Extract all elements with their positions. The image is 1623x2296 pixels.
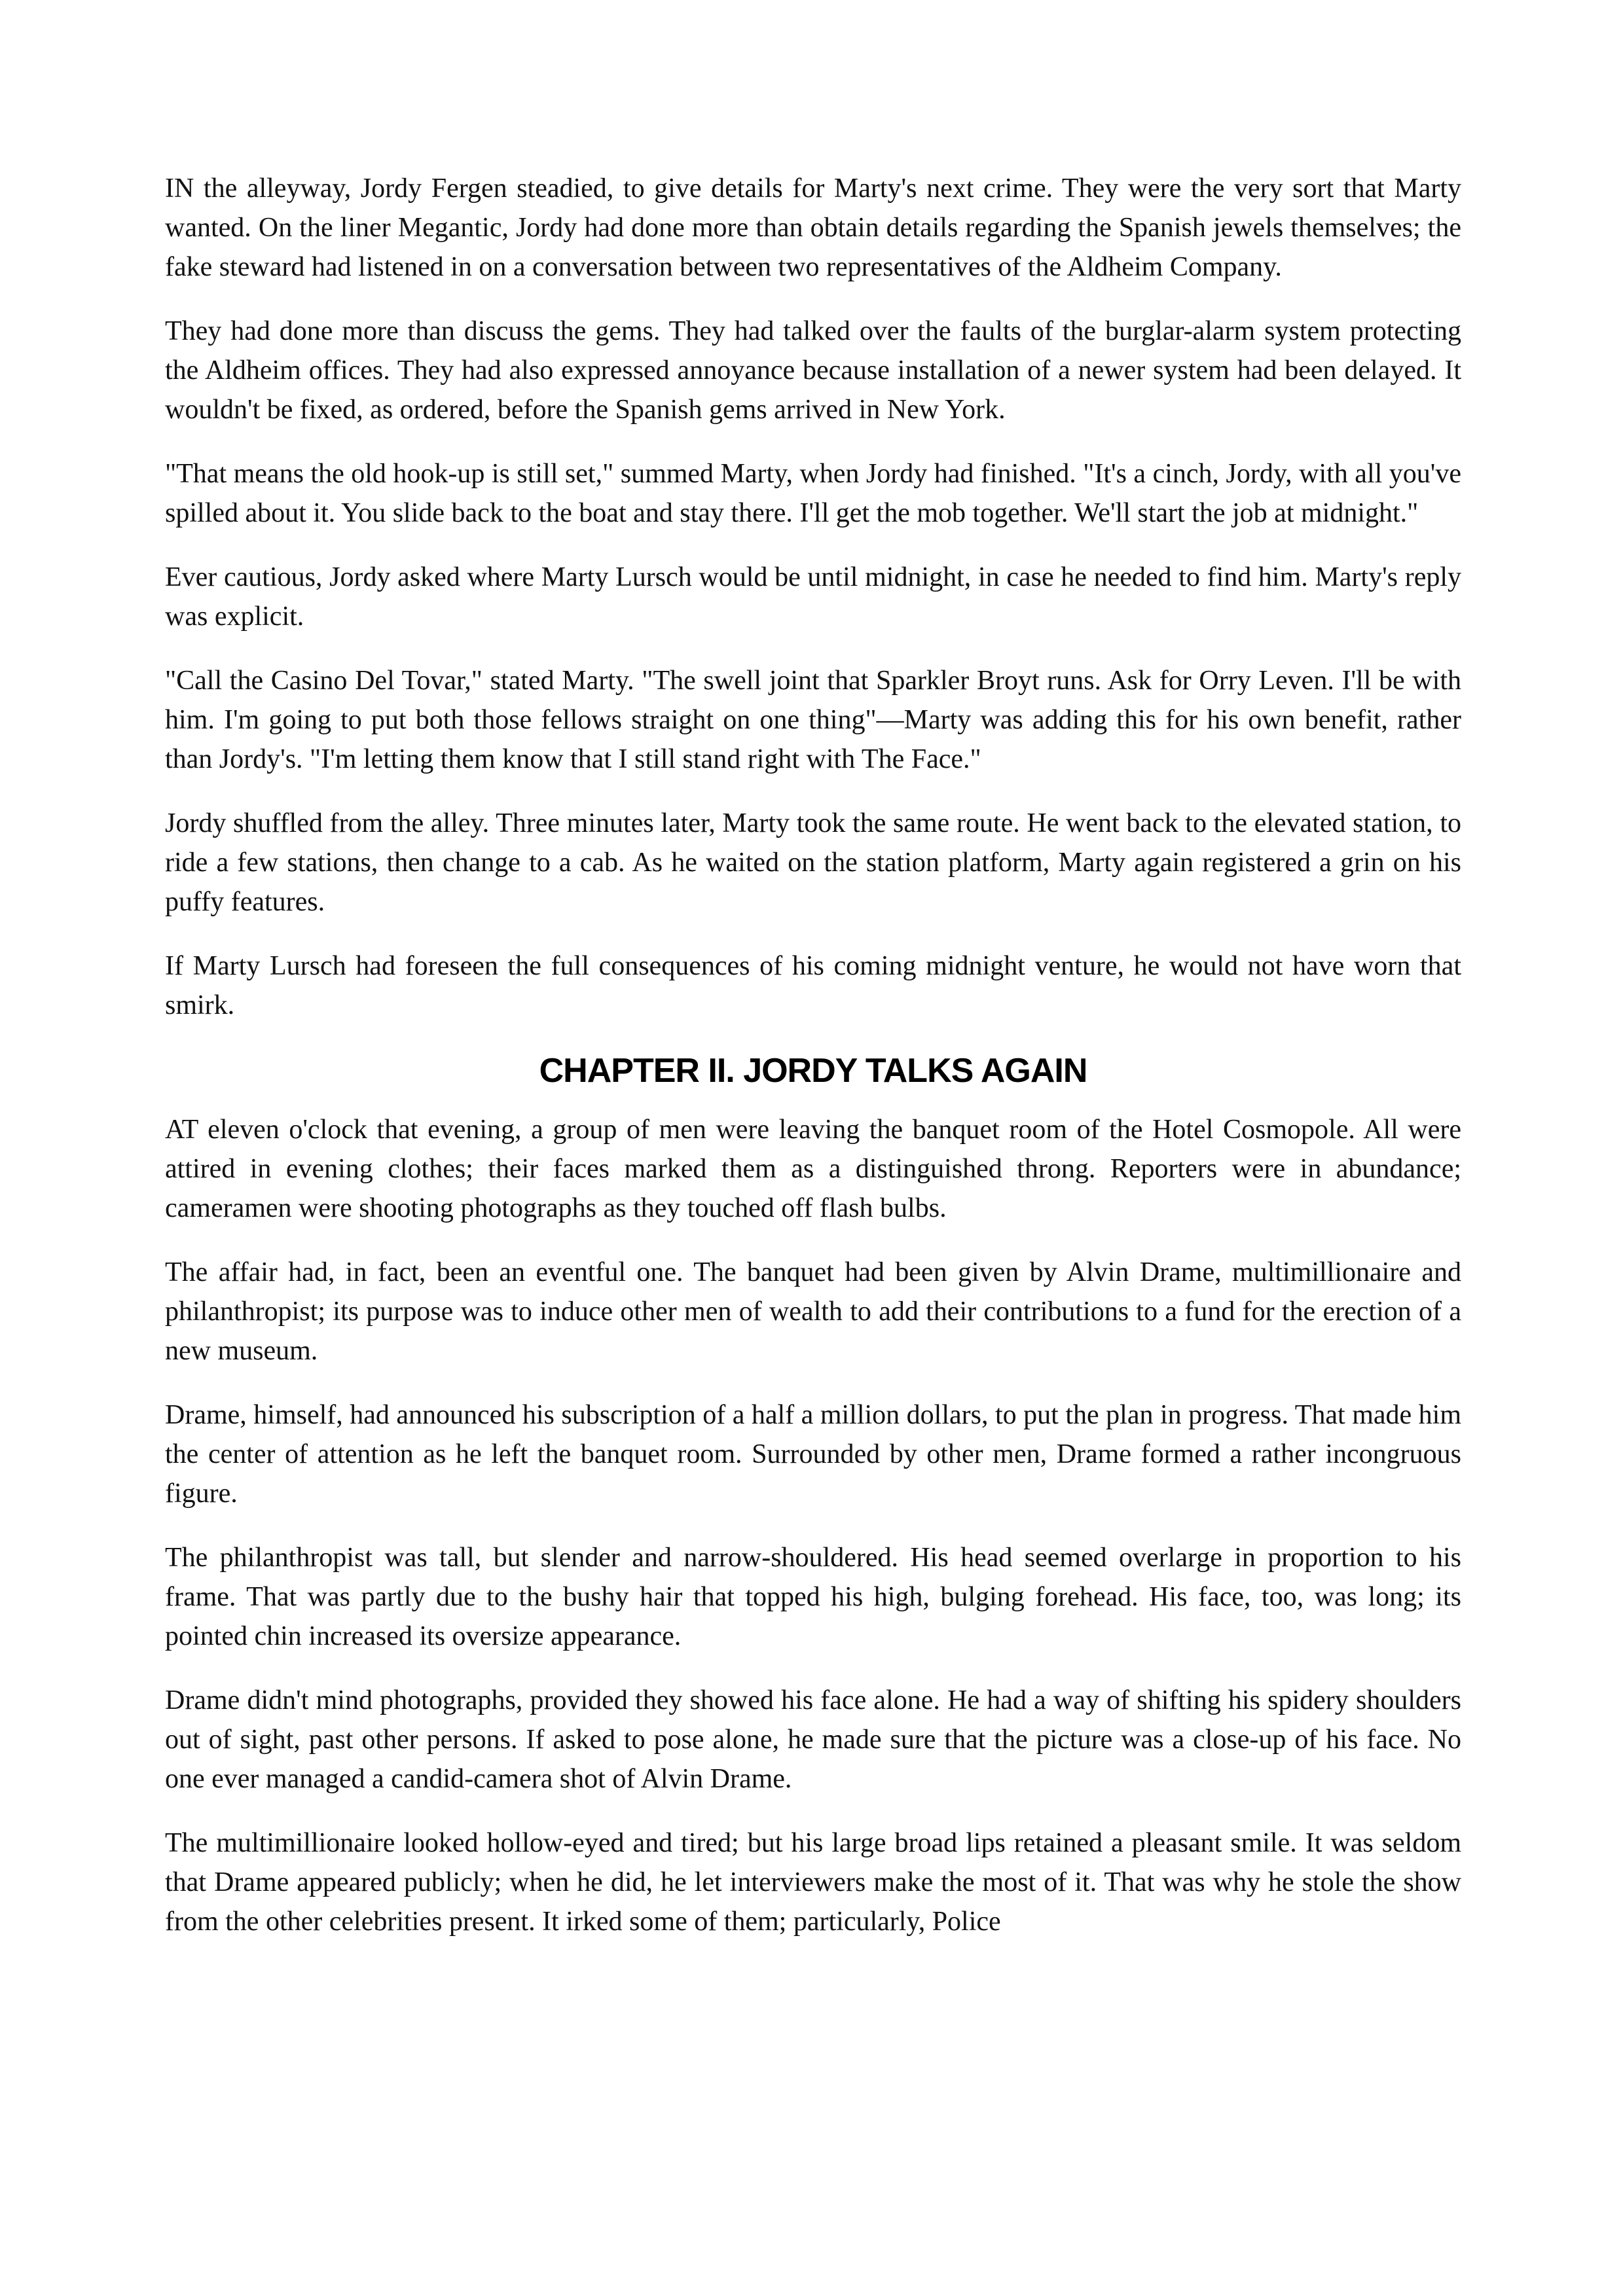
chapter-heading: CHAPTER II. JORDY TALKS AGAIN <box>539 1052 1087 1090</box>
paragraph: Jordy shuffled from the alley. Three minutes later, Marty took the same route. He went back to the elevated station, to ride a few stations, then change to a cab. As he waited on the station platform, Marty again registered a grin on his puffy features. <box>165 808 1461 917</box>
paragraph: Drame didn't mind photographs, provided they showed his face alone. He had a way of shifting his spidery shoulders out of sight, past other persons. If asked to pose alone, he made sure that the picture was a close-up of his face. No one ever managed a candid-camera shot of Alvin Drame. <box>165 1685 1461 1794</box>
paragraph: IN the alleyway, Jordy Fergen steadied, to give details for Marty's next crime. They were the very sort that Marty wanted. On the liner Megantic, Jordy had done more than obtain details regarding the Spanish jewels themselves; the fake steward had listened in on a conversation between two representatives of the Aldheim Company. <box>165 173 1461 282</box>
paragraph: Ever cautious, Jordy asked where Marty Lursch would be until midnight, in case he needed to find him. Marty's reply was explicit. <box>165 562 1461 632</box>
paragraph: They had done more than discuss the gems. They had talked over the faults of the burglar-alarm system protecting the Aldheim offices. They had also expressed annoyance because installation of a newer system had been delayed. It wouldn't be fixed, as ordered, before the Spanish gems arrived in New York. <box>165 316 1461 425</box>
paragraph: AT eleven o'clock that evening, a group of men were leaving the banquet room of the Hotel Cosmopole. All were attired in evening clothes; their faces marked them as a distinguished throng. Reporters were in abundance; cameramen were shooting photographs as they touched off flash bulbs. <box>165 1115 1461 1223</box>
document-page <box>165 169 1461 1966</box>
paragraph: The philanthropist was tall, but slender and narrow-shouldered. His head seemed overlarge in proportion to his frame. That was partly due to the bushy hair that topped his high, bulging forehead. His face, too, was long; its pointed chin increased its oversize appearance. <box>165 1543 1461 1651</box>
paragraph: The multimillionaire looked hollow-eyed and tired; but his large broad lips retained a pleasant smile. It was seldom that Drame appeared publicly; when he did, he let interviewers make the most of it. That was why he stole the show from the other celebrities present. It irked some of them; particularly, Police <box>165 1828 1461 1937</box>
paragraph: If Marty Lursch had foreseen the full consequences of his coming midnight venture, he would not have worn that smirk. <box>165 951 1461 1020</box>
paragraph: Drame, himself, had announced his subscription of a half a million dollars, to put the plan in progress. That made him the center of attention as he left the banquet room. Surrounded by other men, Drame formed a rather incongruous figure. <box>165 1400 1461 1509</box>
paragraph: The affair had, in fact, been an eventful one. The banquet had been given by Alvin Drame, multimillionaire and philanthropist; its purpose was to induce other men of wealth to add their contributions to a fund for the erection of a new museum. <box>165 1257 1461 1366</box>
paragraph: "Call the Casino Del Tovar," stated Marty. "The swell joint that Sparkler Broyt runs. Ask for Orry Leven. I'll be with him. I'm going to put both those fellows straight on one thing"—Marty was adding this for his own benefit, rather than Jordy's. "I'm letting them know that I still stand right with The Face." <box>165 666 1461 774</box>
paragraph: "That means the old hook-up is still set," summed Marty, when Jordy had finished. "It's a cinch, Jordy, with all you've spilled about it. You slide back to the boat and stay there. I'll get the mob together. We'll start the job at midnight." <box>165 459 1461 528</box>
